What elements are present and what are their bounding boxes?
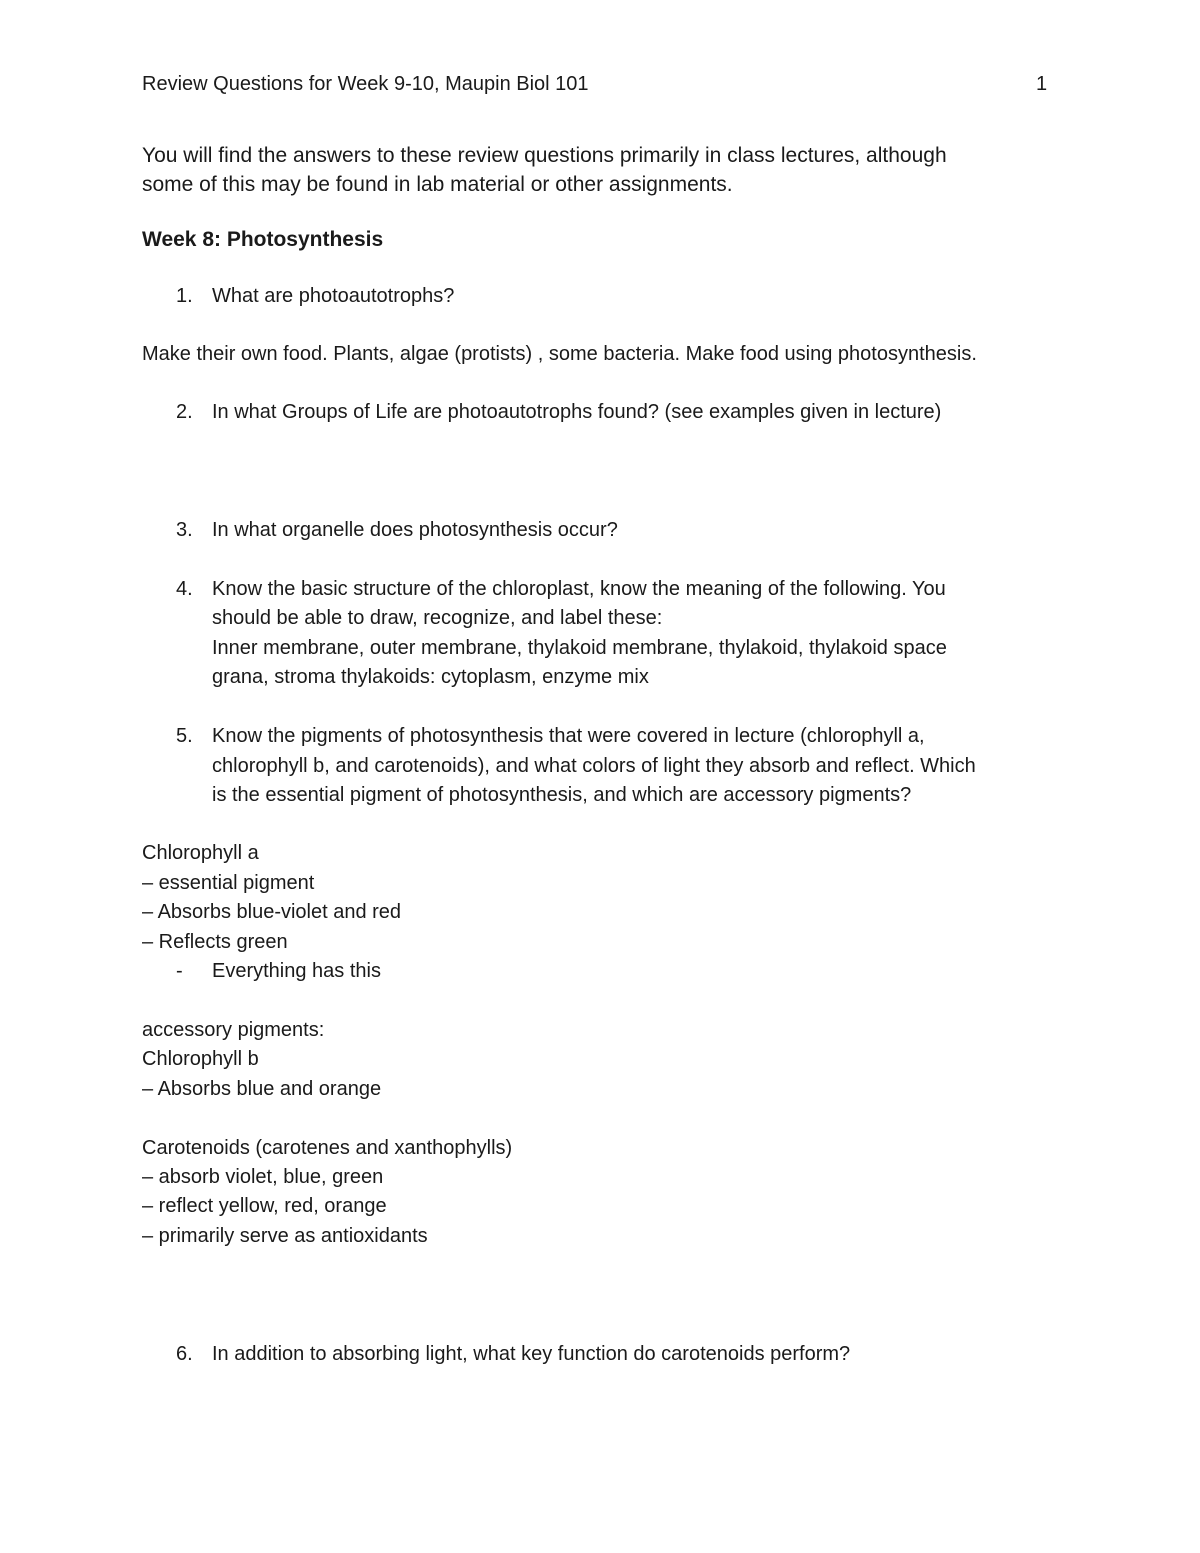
answer-text: Make their own food. Plants, algae (protists) , some bacteria. Make food using photosynthesis.: [142, 343, 977, 365]
question-number: 3.: [176, 519, 193, 541]
question-text: In what organelle does photosynthesis occur?: [212, 519, 618, 541]
question-text: Inner membrane, outer membrane, thylakoid membrane, thylakoid, thylakoid space: [212, 637, 947, 659]
pigment-note: – primarily serve as antioxidants: [142, 1225, 428, 1247]
question-text: In what Groups of Life are photoautotrophs found? (see examples given in lecture): [212, 401, 942, 423]
pigment-note: – Absorbs blue-violet and red: [142, 901, 402, 923]
section-heading: Week 8: Photosynthesis: [142, 228, 384, 251]
page-number: 1: [1036, 73, 1048, 95]
pigment-note: – reflect yellow, red, orange: [142, 1195, 387, 1217]
question-number: 4.: [176, 578, 193, 600]
question-text: grana, stroma thylakoids: cytoplasm, enzyme mix: [212, 666, 649, 688]
pigment-note: – Reflects green: [142, 931, 288, 953]
accessory-label: accessory pigments:: [142, 1019, 325, 1041]
intro-line: some of this may be found in lab material or other assignments.: [142, 173, 733, 196]
sub-bullet-dash: -: [176, 960, 183, 982]
pigment-note: – absorb violet, blue, green: [142, 1166, 384, 1188]
question-text: Know the pigments of photosynthesis that were covered in lecture (chlorophyll a,: [212, 725, 925, 747]
pigment-note: – Absorbs blue and orange: [142, 1078, 382, 1100]
question-text: In addition to absorbing light, what key function do carotenoids perform?: [212, 1343, 851, 1365]
question-text: What are photoautotrophs?: [212, 285, 455, 307]
question-text: chlorophyll b, and carotenoids), and what colors of light they absorb and reflect. Which: [212, 755, 976, 777]
question-number: 6.: [176, 1343, 193, 1365]
question-number: 5.: [176, 725, 193, 747]
question-text: should be able to draw, recognize, and label these:: [212, 607, 663, 629]
question-text: Know the basic structure of the chloroplast, know the meaning of the following. You: [212, 578, 946, 600]
pigment-sub-note: Everything has this: [212, 960, 381, 982]
pigment-title: Chlorophyll a: [142, 842, 259, 864]
intro-line: You will find the answers to these review questions primarily in class lectures, although: [142, 144, 947, 167]
pigment-note: – essential pigment: [142, 872, 315, 894]
page-header-title: Review Questions for Week 9-10, Maupin Biol 101: [142, 73, 589, 95]
question-number: 1.: [176, 285, 193, 307]
pigment-title: Chlorophyll b: [142, 1048, 259, 1070]
question-text: is the essential pigment of photosynthesis, and which are accessory pigments?: [212, 784, 912, 806]
question-number: 2.: [176, 401, 193, 423]
pigment-title: Carotenoids (carotenes and xanthophylls): [142, 1137, 513, 1159]
